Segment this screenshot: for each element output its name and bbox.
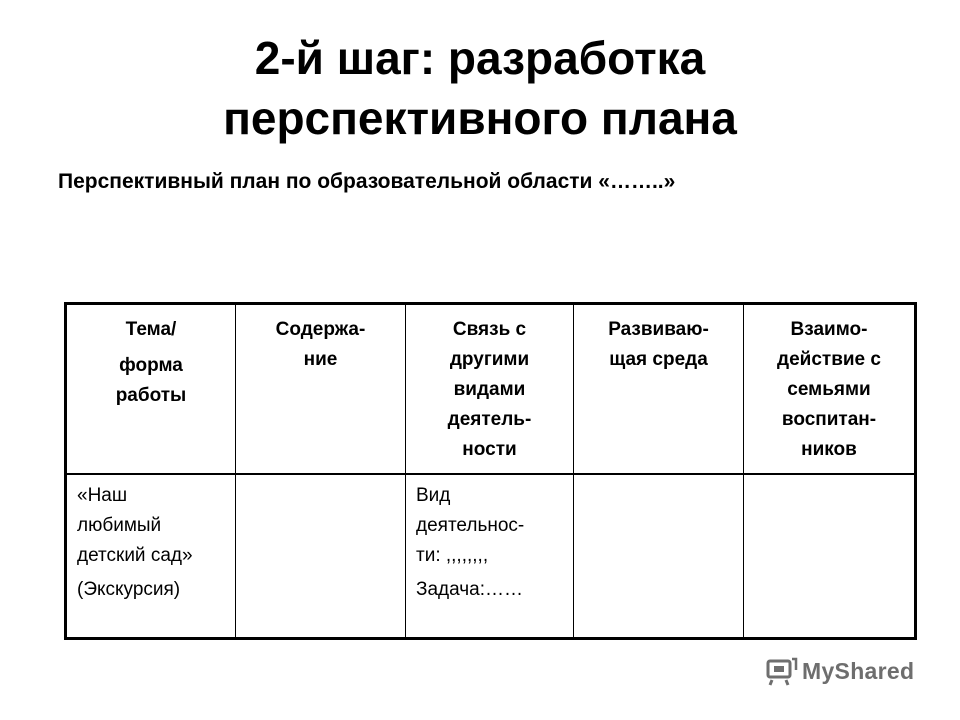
header-cell-content: Содержа- ние [236,304,406,475]
header-cell-theme: Тема/ форма работы [66,304,236,475]
body-cell-content [236,474,406,639]
header-cell-families: Взаимо- действие с семьями воспитан- ников [744,304,916,475]
subtitle: Перспективный план по образовательной области «……..» [58,170,676,193]
perspective-plan-table [64,302,917,640]
slide-title [0,28,960,148]
body-cell-environment [574,474,744,639]
table-header-row [66,304,916,475]
body-cell-links: Вид деятельнос- ти: ,,,,,,,, Задача:…… [406,474,574,639]
title-line-2: перспективного плана [223,92,737,144]
title-line-1: 2-й шаг: разработка [254,32,706,84]
myshared-logo-icon [766,656,798,686]
header-cell-links: Связь с другими видами деятель- ности [406,304,574,475]
watermark-text: MyShared [802,657,915,684]
body-cell-theme: «Наш любимый детский сад» (Экскурсия) [66,474,236,639]
header-cell-environment: Развиваю- щая среда [574,304,744,475]
body-cell-families [744,474,916,639]
table-row [66,474,916,639]
myshared-watermark [766,656,914,686]
